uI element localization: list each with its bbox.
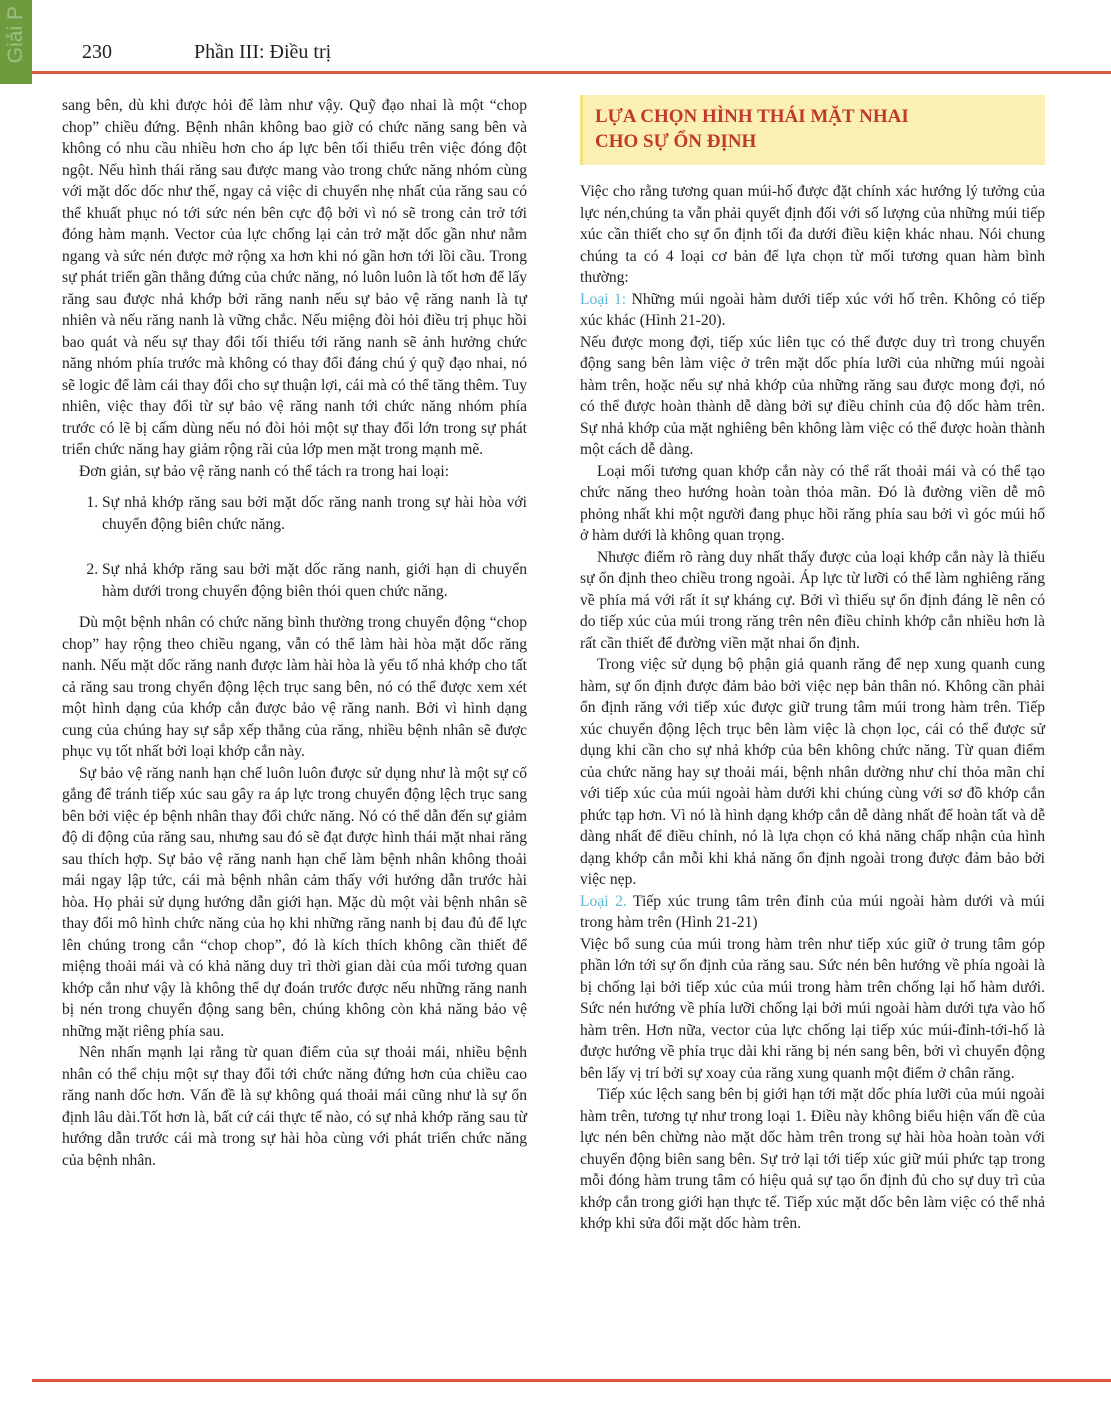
list-item: 2. Sự nhả khớp răng sau bởi mặt dốc răng nanh, giới hạn di chuyển hàm dưới trong chuyển động biên thói quen chức năng. <box>102 559 527 602</box>
loai-1-label: Loại 1: <box>580 290 627 308</box>
header-rule <box>32 71 1111 74</box>
chapter-side-tab <box>0 0 32 84</box>
page-number: 230 <box>82 41 112 63</box>
loai-2-paragraph-2: Tiếp xúc lệch sang bên bị giới hạn tới mặt dốc phía lưỡi của múi ngoài hàm trên, tương tự như trong loại 1. Điều này không biểu hiện vấn đề của lực nén bên chừng nào mặt dốc hàm trên trong sự hài hòa hoàn toàn với chuyển động biên sang bên. Sự trở lại tới tiếp xúc giữ múi phức tạp trong mỗi đóng hàm trung tâm có hiệu quả sự tạo ổn định đủ cho sự duy trì của khớp cắn trong giới hạn thực tế. Tiếp xúc mặt dốc bên làm việc có thể nhả khớp khi sửa đổi mặt dốc hàm trên. <box>580 1086 1045 1232</box>
section-heading-box <box>580 95 1045 165</box>
loai-2-label: Loại 2. <box>580 892 627 910</box>
left-paragraph-1: sang bên, dù khi được hỏi để làm như vậy. Quỹ đạo nhai là một “chop chop” chiều đứng. Bệnh nhân không bao giờ có chức năng sang bên và không có nhu cầu nhiều hơn cho áp lực bên tối thiểu trên việc đóng đột ngột. Nếu hình thái răng sau được mang vào trong chức năng nhóm cùng với mặt dốc dốc như thế, ngay cả việc di chuyển nhẹ nhất của răng sau có thể khuất phục nó tới sức nén bên cực độ bởi vì nó sẽ trong cản trở tới đóng hàm mạnh. Vector của lực chống lại cản trở mặt dốc gần như nằm ngang và sức nén được mở rộng xa hơn khi nó gần hơn tới lồi cầu. Trong sự phát triển gần thẳng đứng của chức năng, nó luôn luôn là tốt hơn để lấy răng sau được nhả khớp bởi răng nanh nếu sự bảo vệ răng nanh là tự nhiên và nếu răng nanh là vững chắc. Nếu miệng đòi hỏi điều trị phục hồi bao quát và nếu sự thay đổi tối thiểu tới răng nanh sẽ ảnh hưởng chức năng nhóm phía trước mà không có thay đổi đáng chú ý quỹ đạo nhai, nó sẽ logic để làm cái thay đổi cho sự thuận lợi, cái mà có thể tăng thêm. Tuy nhiên, việc thay đổi từ sự bảo vệ răng nanh tới chức năng nhóm phía trước có lẽ bị cấm dùng nếu nó đòi hỏi một sự thay đổi lớn trong sự phát triển chức năng hay giảm rộng rãi của lớp men mặt trong mạnh mẽ. <box>62 97 527 458</box>
loai-1-text: Những múi ngoài hàm dưới tiếp xúc với hố trên. Không có tiếp xúc khác (Hình 21-20). <box>580 290 1045 329</box>
section-heading-line-2: CHO SỰ ỔN ĐỊNH <box>595 131 757 152</box>
loai-1-heading <box>580 289 1045 332</box>
loai-1-paragraph-3: Nhược điểm rõ ràng duy nhất thấy được của loại khớp cắn này là thiếu sự ổn định theo chiều trong ngoài. Áp lực từ lưỡi có thể làm nghiêng răng về phía má với rất ít sự kháng cự. Bởi vì thiếu sự ổn định đáng lẽ nên có do tiếp xúc của múi trong răng trên nên điều chỉnh khớp cắn nhiều hơn là rất cần thiết để đường viền mặt nhai ổn định. <box>580 548 1045 652</box>
left-paragraph-2: Đơn giản, sự bảo vệ răng nanh có thể tách ra trong hai loại: <box>79 462 450 480</box>
loai-1-paragraph-4: Trong việc sử dụng bộ phận giả quanh răng để nẹp xung quanh cung hàm, sự ổn định được đảm bảo bởi việc nẹp bản thân nó. Không cần phải ổn định răng với tiếp xúc được giữ trung tâm múi trong hàm trên. Tiếp xúc chuyển động lệch trục bên làm việc là chọn lọc, cái có thể được sử dụng khi cần cho sự nhả khớp của bên không chức năng. Từ quan điểm của chức năng hay sự thoải mái, bệnh nhân dường như chỉ thỏa mãn chỉ với tiếp xúc của múi ngoài hàm dưới khi chúng cùng với sơ đồ khớp cắn phức tạp hơn. Vì nó là hình dạng khớp cắn dễ dàng nhất để hoàn tất và dễ dàng nhất để điều chỉnh, nó là lựa chọn có khả năng chấp nhận của hình dạng khớp cắn mỗi khi khả năng ổn định ngoài trong được đảm bảo bởi việc nẹp. <box>580 656 1045 888</box>
running-title: Phần III: Điều trị <box>194 41 332 63</box>
loai-2-paragraph-1: Việc bổ sung của múi trong hàm trên như tiếp xúc giữ ở trung tâm góp phần lớn tới sự ổn định của răng sau. Sức nén bên hướng về phía ngoài là bị chống lại bởi tiếp xúc của múi trong hàm trên chống lại hố hàm dưới. Sức nén hướng về phía lưỡi chống lại bởi múi ngoài hàm dưới tựa vào hố hàm trên. Hơn nữa, vector của lực chống lại tiếp xúc múi-đỉnh-tới-hố là được hướng về phía trục dài khi răng bị nén sang bên, bởi vì chuyển động bên lấy vị trí bởi sự xoay của răng xung quanh một điểm ở chân răng. <box>580 935 1045 1082</box>
side-tab-label: Giải P <box>4 6 27 64</box>
left-column <box>62 95 527 1171</box>
right-column <box>580 95 1045 1235</box>
loai-1-paragraph-1: Nếu được mong đợi, tiếp xúc liên tục có thể được duy trì trong chuyển động sang bên làm việc ở trên mặt dốc phía lưỡi của những múi ngoài hàm trên, hoặc nếu sự nhả khớp của những răng sau được mong đợi, nó có thể được hoàn thành dễ dàng bởi sự điều chỉnh của độ dốc hàm trên. Sự nhả khớp của mặt nghiêng bên không làm việc có thể được hoàn thành một cách dễ dàng. <box>580 333 1045 458</box>
footer-rule <box>32 1379 1111 1382</box>
intro-paragraph: Việc cho rằng tương quan múi-hố được đặt chính xác hướng lý tưởng của lực nén,chúng ta vẫn phải quyết định đối với số lượng của những múi tiếp xúc cần thiết cho sự ổn định tối đa dưới điều kiện khác nhau. Nói chung chúng ta có 4 loại cơ bản để lựa chọn từ mối tương quan hàm bình thường: <box>580 183 1045 286</box>
left-paragraph-3: Dù một bệnh nhân có chức năng bình thường trong chuyển động “chop chop” hay rộng theo chiều ngang, vẫn có thể làm hài hòa mặt dốc răng nanh. Nếu mặt dốc răng nanh được làm hài hòa là yếu tố nhả khớp cho tất cả răng sau trong chyển động lệch trục sang bên, nó có thể được xem xét một hình dạng của khớp cắn được bảo vệ răng nanh. Bởi vì hình dạng cung của chúng hay sự sắp xếp thẳng của răng, nhiều bệnh nhân sẽ được phục vụ tốt nhất bởi loại khớp cắn này. <box>62 614 527 760</box>
loai-2-heading <box>580 891 1045 934</box>
numbered-list <box>62 492 527 602</box>
section-heading-line-1: LỰA CHỌN HÌNH THÁI MẶT NHAI <box>595 106 909 127</box>
loai-2-text: Tiếp xúc trung tâm trên đỉnh của múi ngoài hàm dưới và múi trong hàm trên (Hình 21-21) <box>580 892 1046 931</box>
loai-1-paragraph-2: Loại mối tương quan khớp cắn này có thể rất thoải mái và có thể tạo chức năng theo hướng hoàn toàn thỏa mãn. Đó là đường viền dễ mô phỏng nhất khi một người đang phục hồi răng phía sau bởi vì góc múi hố ở hàm dưới là không quan trọng. <box>580 462 1045 544</box>
left-paragraph-5: Nên nhấn mạnh lại rằng từ quan điểm của sự thoải mái, nhiều bệnh nhân có thể chịu một sự thay đổi tới chức năng đứng hơn của chiều cao răng nanh dốc hơn. Vấn đề là sự không quá thoải mái cũng như là sự ổn định lâu dài.Tốt hơn là, bất cứ cái thực tế nào, có sự nhả khớp răng sau từ hướng dẫn trước cái mà trong sự hài hòa cùng với phát triển chức năng của bệnh nhân. <box>62 1044 527 1169</box>
list-item: 1. Sự nhả khớp răng sau bởi mặt dốc răng nanh trong sự hài hòa với chuyển động biên chức năng. <box>102 492 527 535</box>
left-paragraph-4: Sự bảo vệ răng nanh hạn chế luôn luôn được sử dụng như là một sự cố gắng để tránh tiếp xúc sau gây ra áp lực trong chuyển động lệch trục sang bên bởi việc ép bệnh nhân thay đổi chức năng. Nó có thể dẫn đến sự giảm độ di động của răng sau, nhưng sau đó sẽ đạt được hình thái mặt nhai răng sau thích hợp. Sự bảo vệ răng nanh hạn chế làm bệnh nhân không thoải mái ngay lập tức, cái mà bệnh nhân cảm thấy với hướng dẫn trước hài hòa. Họ phải sử dụng hướng dẫn giới hạn. Mặc dù một vài bệnh nhân sẽ thay đổi mô hình chức năng của họ khi những răng nanh bị đau đủ để lực lên chúng trong cắn “chop chop”, đó là kích thích không cần thiết để miệng thoải mái và có khả năng duy trì thời gian dài của mối tương quan khớp cắn như vậy là không thể dự đoán trước được nếu những răng nanh bị nén trong chuyển động sang bên, chúng không còn khả năng bảo vệ những mặt riêng phía sau. <box>62 764 527 1040</box>
